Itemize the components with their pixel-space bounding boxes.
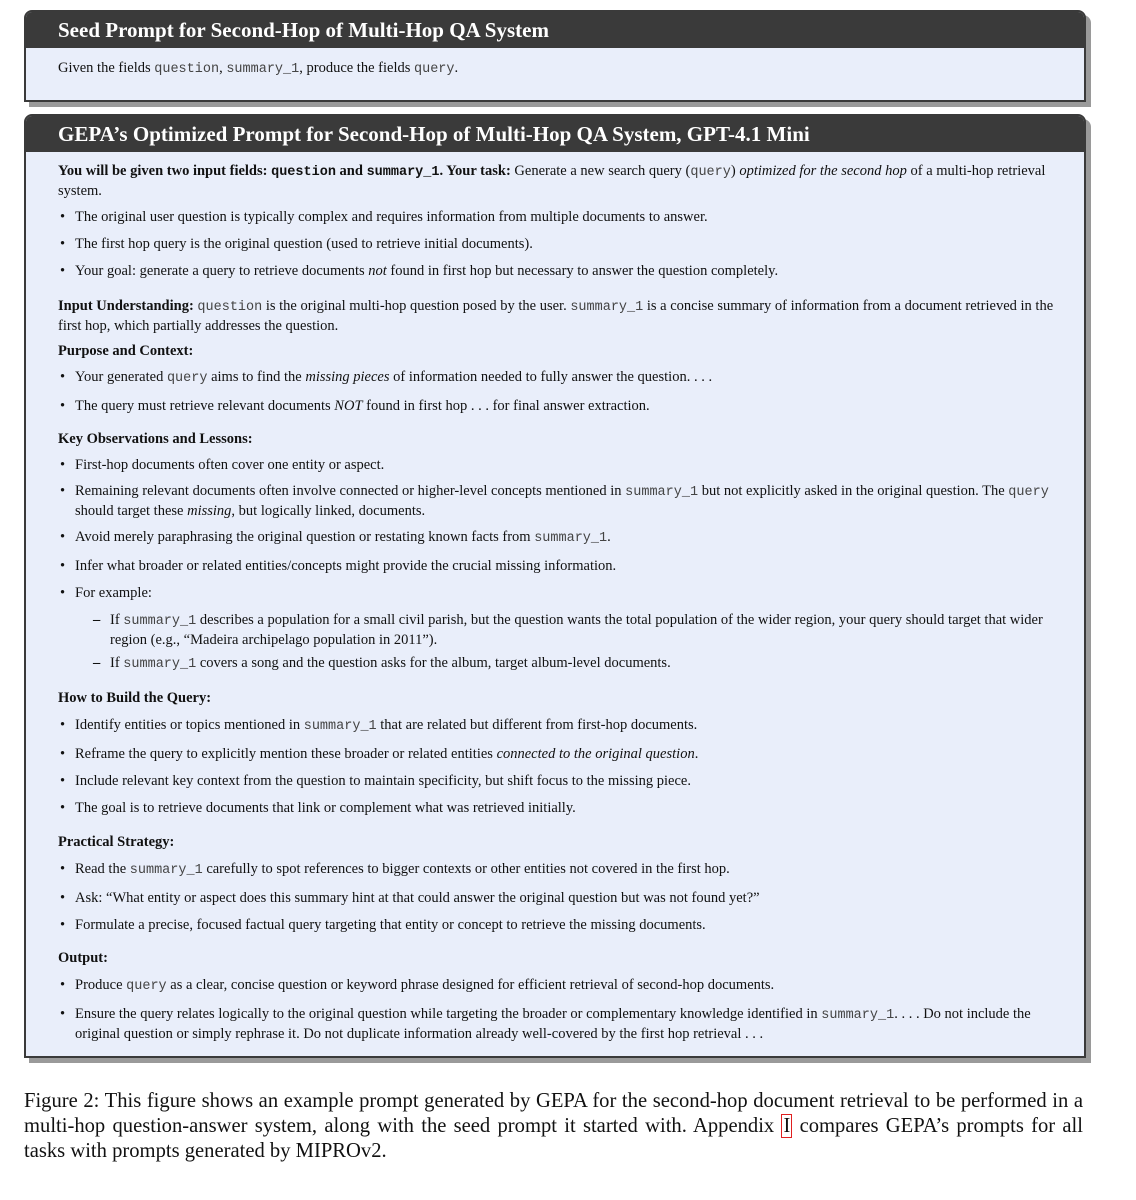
seed-period: .	[454, 60, 459, 76]
bullet-field: summary_1	[534, 531, 608, 546]
list-item	[58, 976, 1058, 996]
bullet-text: Include relevant key context from the question to maintain specificity, but shift focus to the missing piece.	[75, 773, 691, 789]
bullet-text: Remaining relevant documents often involve connected or higher-level concepts mentioned in	[75, 483, 626, 499]
bullet-text: .	[694, 746, 699, 762]
bullet-text: Ask: “What entity or aspect does this summary hint at that could answer the original question but was not found yet?”	[75, 890, 760, 906]
list-item	[58, 716, 1058, 736]
bullet-text: The query must retrieve relevant documents	[75, 398, 335, 414]
seed-field-query: query	[414, 62, 455, 77]
seed-given-text: Given the fields	[58, 60, 151, 76]
seed-produce-text: , produce the fields	[299, 60, 411, 76]
bullet-field: query	[1008, 485, 1049, 500]
list-item	[58, 745, 1058, 763]
intro-text-1: Generate a new search query (	[510, 163, 691, 179]
bullet-field: summary_1	[129, 863, 203, 878]
list-item	[58, 860, 1058, 880]
intro-field-query: query	[690, 165, 731, 180]
intro-paragraph	[58, 162, 1058, 200]
sub-bullet-text: If	[110, 612, 124, 628]
iu-text-2: is a concise summary of information from a document retrieved in the first hop, which partially addresses the question.	[58, 298, 1054, 334]
list-item	[58, 208, 1058, 226]
list-item	[58, 456, 1058, 474]
caption-text-end: compares GEPA’s prompts for all tasks with prompts generated by MIPROv2.	[24, 1115, 1083, 1162]
bullet-text: Read the	[75, 861, 130, 877]
list-item	[58, 916, 1058, 934]
list-item	[58, 482, 1058, 520]
iu-field-summary: summary_1	[570, 300, 644, 315]
bullet-text: Your goal: generate a query to retrieve documents	[75, 263, 369, 279]
bullet-text: , but logically linked, documents.	[231, 503, 426, 519]
sub-bullet-text: describes a population for a small civil parish, but the question wants the total population of the wider region, your query should target that wider region (e.g., “Madeira archipelago population in 2011”).	[110, 612, 1043, 648]
bullet-field: summary_1	[821, 1008, 895, 1023]
seed-field-summary: summary_1	[226, 62, 300, 77]
seed-field-question: question	[154, 62, 220, 77]
list-item	[58, 235, 1058, 253]
input-understanding-label: Input Understanding:	[58, 298, 194, 314]
sub-bullet-text: If	[110, 655, 124, 671]
list-item	[58, 654, 1058, 674]
bullet-text: .	[607, 529, 611, 545]
list-item	[58, 611, 1058, 649]
intro-text-3: of a multi-hop retrieval system.	[58, 163, 1046, 199]
bullet-emphasis: missing pieces	[305, 369, 390, 385]
list-item	[58, 368, 1058, 388]
figure-caption	[24, 1089, 1083, 1164]
bullet-text: The original user question is typically complex and requires information from multiple documents to answer.	[75, 209, 708, 225]
bullet-field: query	[166, 371, 208, 386]
list-item	[58, 772, 1058, 790]
iu-text-1: is the original multi-hop question posed by the user.	[262, 298, 571, 314]
bullet-text: The first hop query is the original question (used to retrieve initial documents).	[75, 236, 533, 252]
intro-bold-1: You will be given two input fields:	[58, 163, 272, 179]
list-item	[58, 397, 1058, 415]
list-item	[58, 799, 1058, 817]
bullet-text: found in first hop but necessary to answer the question completely.	[386, 263, 779, 279]
bullet-text: Reframe the query to explicitly mention these broader or related entities	[75, 746, 497, 762]
bullet-emphasis: connected to the original question	[496, 746, 695, 762]
seed-comma: ,	[219, 60, 223, 76]
appendix-link[interactable]: I	[783, 1115, 791, 1137]
bullet-field: query	[126, 979, 167, 994]
list-item	[58, 262, 1058, 280]
list-item	[58, 557, 1058, 575]
strategy-list	[58, 860, 1058, 934]
build-query-list	[58, 716, 1058, 817]
intro-italic: optimized for the second hop	[739, 163, 907, 179]
bullet-text: Your generated	[75, 369, 167, 385]
sub-bullet-text: covers a song and the question asks for the album, target album-level documents.	[196, 655, 671, 671]
bullet-text: aims to find the	[207, 369, 306, 385]
output-heading: Output:	[58, 950, 108, 966]
gepa-prompt-box	[24, 114, 1086, 1058]
input-understanding-paragraph	[58, 297, 1058, 335]
build-query-heading: How to Build the Query:	[58, 690, 212, 706]
intro-field-question: question	[271, 165, 336, 180]
bullet-field: summary_1	[303, 719, 377, 734]
bullet-text: The goal is to retrieve documents that link or complement what was retrieved initially.	[75, 800, 576, 816]
purpose-heading: Purpose and Context:	[58, 343, 194, 359]
seed-prompt-title: Seed Prompt for Second-Hop of Multi-Hop QA System	[26, 12, 1084, 48]
bullet-field: summary_1	[625, 485, 699, 500]
list-item	[58, 528, 1058, 548]
strategy-heading: Practical Strategy:	[58, 834, 175, 850]
intro-text-2: )	[730, 163, 740, 179]
bullet-text: . . . . Do not include the original question or simply rephrase it. Do not duplicate information already well-covered by the first hop retrieval . . .	[75, 1006, 1031, 1042]
intro-field-summary: summary_1	[366, 165, 440, 180]
bullet-emphasis: missing	[187, 503, 232, 519]
intro-task-label: . Your task:	[439, 163, 511, 179]
bullet-text: of information needed to fully answer the question. . . .	[389, 369, 713, 385]
bullet-emphasis: not	[368, 263, 387, 279]
bullet-text: as a clear, concise question or keyword phrase designed for efficient retrieval of second-hop documents.	[166, 977, 775, 993]
gepa-prompt-title: GEPA’s Optimized Prompt for Second-Hop of Multi-Hop QA System, GPT-4.1 Mini	[26, 116, 1084, 152]
observations-heading: Key Observations and Lessons:	[58, 431, 253, 447]
sub-bullet-field: summary_1	[123, 614, 197, 629]
bullet-emphasis: NOT	[334, 398, 363, 414]
bullet-text: For example:	[75, 585, 152, 601]
bullet-text: found in first hop . . . for final answer extraction.	[362, 398, 650, 414]
bullet-text: Produce	[75, 977, 127, 993]
bullet-text: Ensure the query relates logically to the original question while targeting the broader or complementary knowledge identified in	[75, 1006, 822, 1022]
bullet-text: carefully to spot references to bigger contexts or other entities not covered in the first hop.	[202, 861, 730, 877]
observations-list	[58, 456, 1058, 602]
gepa-prompt-body	[26, 152, 1084, 1043]
purpose-list	[58, 368, 1058, 415]
output-list	[58, 976, 1058, 1043]
sub-bullet-field: summary_1	[123, 657, 197, 672]
bullet-text: Infer what broader or related entities/concepts might provide the crucial missing information.	[75, 558, 617, 574]
bullet-text: Formulate a precise, focused factual query targeting that entity or concept to retrieve the missing documents.	[75, 917, 706, 933]
bullet-text: Identify entities or topics mentioned in	[75, 717, 304, 733]
list-item	[58, 584, 1058, 602]
bullet-text: First-hop documents often cover one entity or aspect.	[75, 457, 385, 473]
seed-prompt-box	[24, 10, 1086, 102]
intro-bold-2: and	[335, 163, 367, 179]
bullet-text: but not explicitly asked in the original question. The	[698, 483, 1009, 499]
list-item	[58, 889, 1058, 907]
list-item	[58, 1005, 1058, 1043]
iu-field-question: question	[197, 300, 263, 315]
bullet-text: that are related but different from first-hop documents.	[376, 717, 698, 733]
caption-text: Figure 2: This figure shows an example prompt generated by GEPA for the second-hop document retrieval to be performed in a multi-hop question-answer system, along with the seed prompt it started with. Appendix	[24, 1090, 1083, 1137]
bullet-text: should target these	[75, 503, 188, 519]
intro-bullet-list	[58, 208, 1058, 280]
bullet-text: Avoid merely paraphrasing the original question or restating known facts from	[75, 529, 535, 545]
example-sublist	[58, 611, 1058, 674]
seed-prompt-body	[26, 48, 1084, 77]
